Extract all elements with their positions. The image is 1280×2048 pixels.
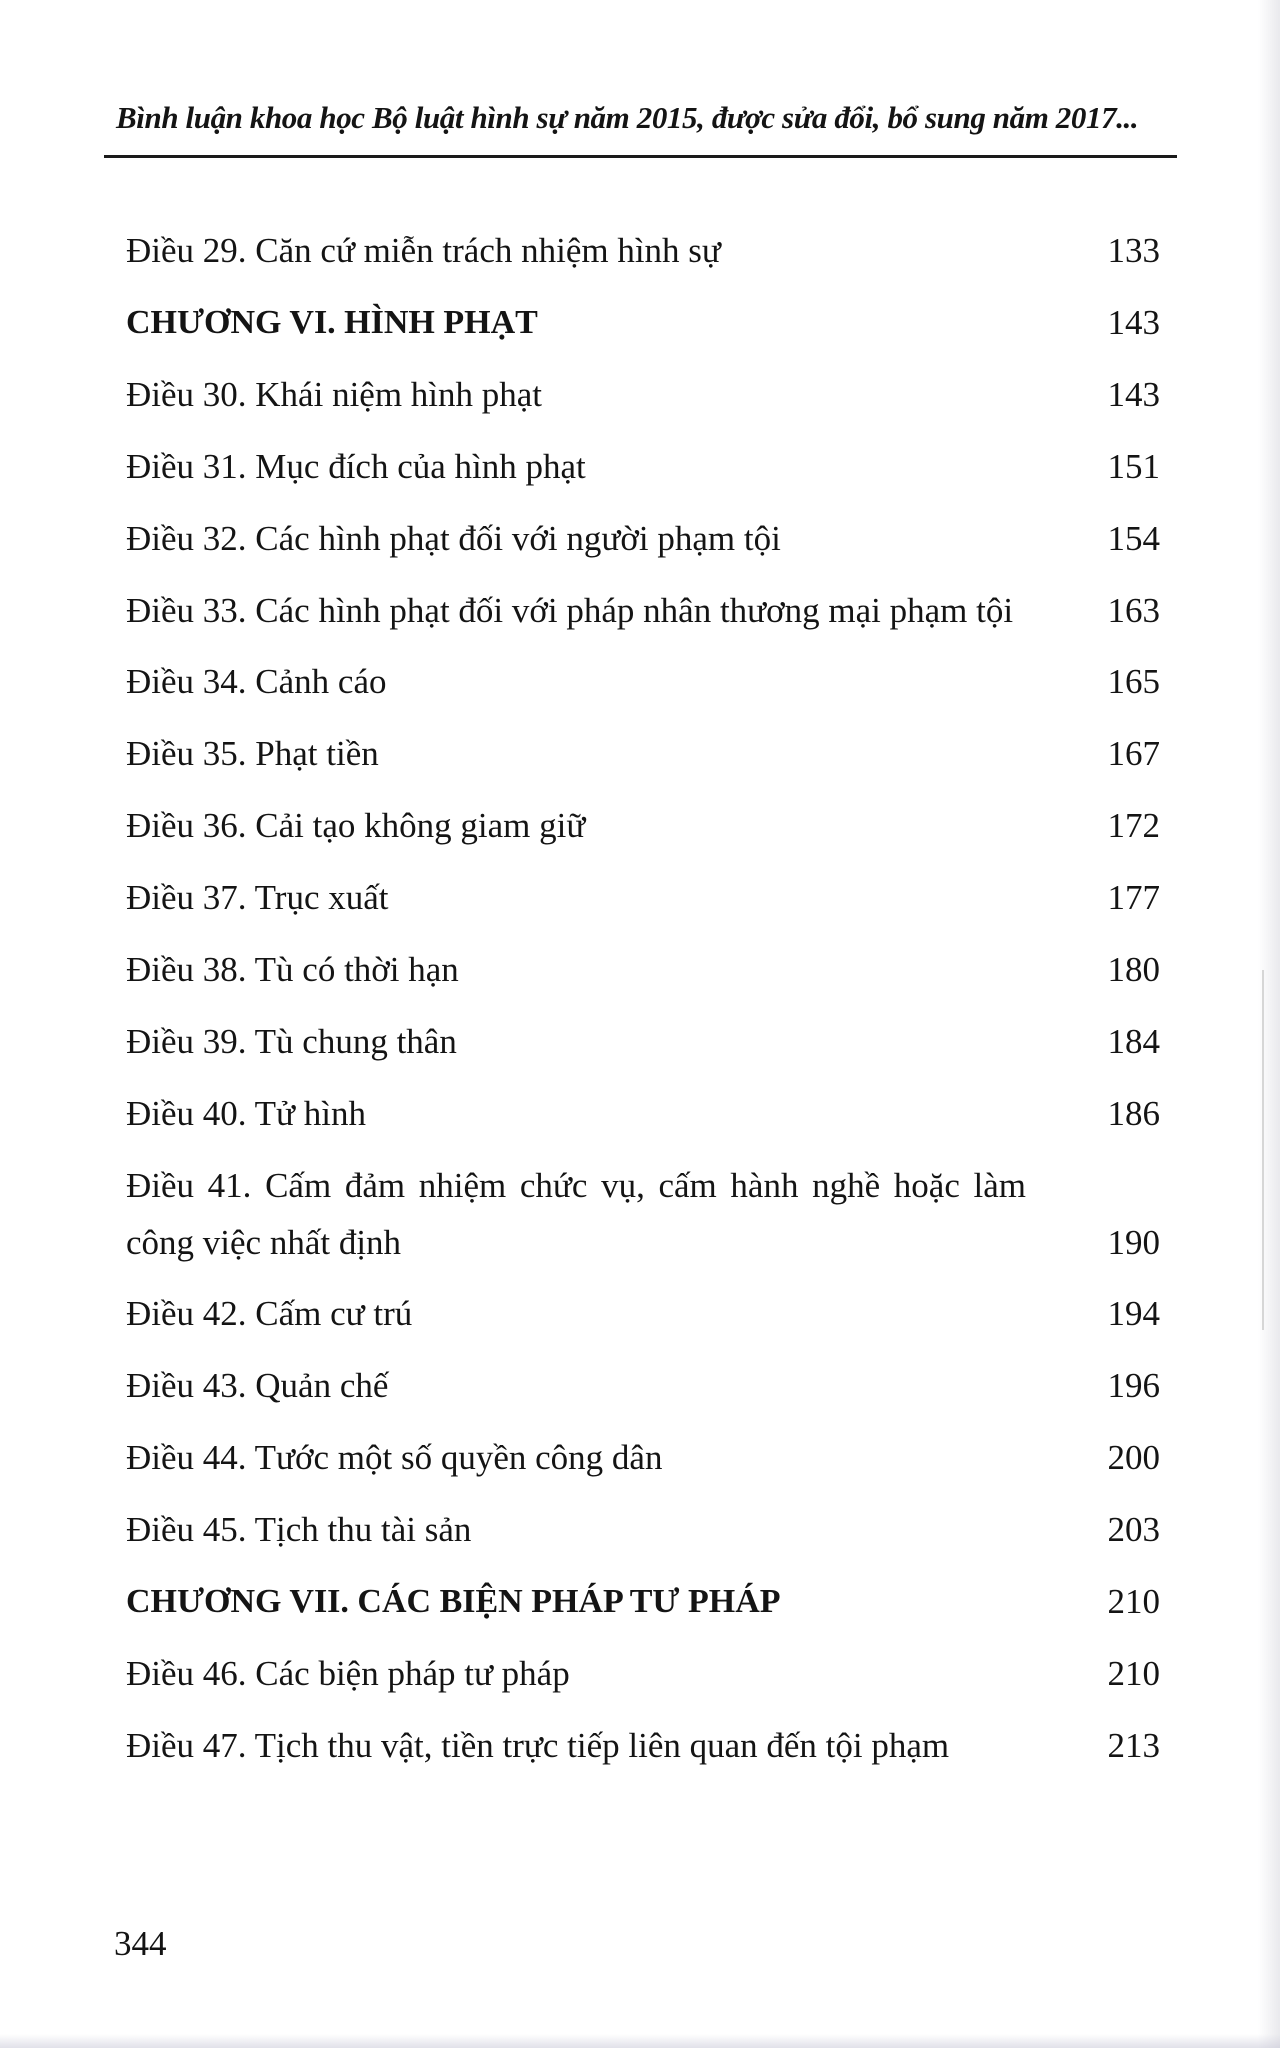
toc-entry-article-40	[126, 1085, 1160, 1142]
toc-entry-article-41	[126, 1157, 1160, 1271]
toc-entry-title: Điều 44. Tước một số quyền công dân	[126, 1438, 663, 1477]
toc-entry-page: 190	[1107, 1223, 1160, 1262]
toc-entry-page: 163	[1107, 591, 1160, 630]
toc-entry-page: 165	[1107, 662, 1160, 701]
toc-entry-page: 143	[1107, 375, 1160, 414]
toc-entry-title: Điều 40. Tử hình	[126, 1094, 366, 1133]
toc-entry-title: Điều 41. Cấm đảm nhiệm chức vụ, cấm hành nghề hoặc làm công việc nhất định	[126, 1166, 1026, 1262]
toc-entry-title: Điều 31. Mục đích của hình phạt	[126, 447, 586, 486]
toc-entry-article-33	[126, 582, 1160, 639]
toc-chapter-vii	[126, 1573, 1160, 1630]
toc-entry-page: 184	[1107, 1022, 1160, 1061]
toc-entry-page: 151	[1107, 447, 1160, 486]
toc-entry-article-29	[126, 222, 1160, 279]
toc-entry-title: Điều 36. Cải tạo không giam giữ	[126, 806, 586, 845]
toc-entry-page: 196	[1107, 1366, 1160, 1405]
page-edge-line	[1262, 970, 1264, 1330]
toc-entry-page: 172	[1107, 806, 1160, 845]
toc-entry-page: 210	[1107, 1582, 1160, 1621]
toc-entry-title: Điều 32. Các hình phạt đối với người phạm tội	[126, 519, 781, 558]
toc-entry-article-45	[126, 1501, 1160, 1558]
toc-entry-title: Điều 34. Cảnh cáo	[126, 662, 387, 701]
toc-chapter-title: CHƯƠNG VII. CÁC BIỆN PHÁP TƯ PHÁP	[126, 1583, 781, 1620]
toc-entry-title: Điều 45. Tịch thu tài sản	[126, 1510, 472, 1549]
running-head: Bình luận khoa học Bộ luật hình sự năm 2015, được sửa đổi, bổ sung năm 2017...	[116, 100, 1139, 135]
toc-entry-page: 180	[1107, 950, 1160, 989]
toc-entry-article-42	[126, 1285, 1160, 1342]
toc-chapter-title: CHƯƠNG VI. HÌNH PHẠT	[126, 304, 538, 341]
toc-entry-article-39	[126, 1013, 1160, 1070]
toc-entry-article-32	[126, 510, 1160, 567]
toc-entry-page: 177	[1107, 878, 1160, 917]
toc-entry-page: 200	[1107, 1438, 1160, 1477]
toc-entry-page: 213	[1107, 1726, 1160, 1765]
toc-entry-page: 210	[1107, 1654, 1160, 1693]
toc-entry-title: Điều 43. Quản chế	[126, 1366, 389, 1405]
toc-entry-article-35	[126, 725, 1160, 782]
toc-entry-title: Điều 39. Tù chung thân	[126, 1022, 457, 1061]
toc-entry-page: 133	[1107, 231, 1160, 270]
toc-entry-title: Điều 37. Trục xuất	[126, 878, 389, 917]
toc-entry-page: 194	[1107, 1294, 1160, 1333]
toc-entry-article-43	[126, 1357, 1160, 1414]
scan-bottom-edge	[0, 2034, 1280, 2048]
toc-entry-title: Điều 46. Các biện pháp tư pháp	[126, 1654, 570, 1693]
page-number: 344	[114, 1924, 167, 1963]
toc-entry-page: 167	[1107, 734, 1160, 773]
toc-entry-page: 154	[1107, 519, 1160, 558]
toc-entry-article-37	[126, 869, 1160, 926]
running-head-rule	[104, 155, 1177, 158]
toc-entry-title: Điều 33. Các hình phạt đối với pháp nhân thương mại phạm tội	[126, 591, 1014, 630]
toc-entry-article-38	[126, 941, 1160, 998]
toc-entry-article-44	[126, 1429, 1160, 1486]
toc-entry-article-34	[126, 653, 1160, 710]
toc-entry-article-30	[126, 366, 1160, 423]
toc-entry-article-31	[126, 438, 1160, 495]
table-of-contents	[126, 222, 1160, 1789]
toc-entry-article-47	[126, 1717, 1160, 1774]
toc-entry-page: 203	[1107, 1510, 1160, 1549]
toc-entry-page: 186	[1107, 1094, 1160, 1133]
toc-entry-title: Điều 47. Tịch thu vật, tiền trực tiếp liên quan đến tội phạm	[126, 1726, 950, 1765]
toc-entry-title: Điều 29. Căn cứ miễn trách nhiệm hình sự	[126, 231, 721, 270]
toc-entry-title: Điều 30. Khái niệm hình phạt	[126, 375, 543, 414]
toc-entry-article-36	[126, 797, 1160, 854]
toc-entry-title: Điều 38. Tù có thời hạn	[126, 950, 459, 989]
toc-chapter-vi	[126, 294, 1160, 351]
toc-entry-article-46	[126, 1645, 1160, 1702]
toc-entry-title: Điều 42. Cấm cư trú	[126, 1294, 413, 1333]
toc-entry-page: 143	[1107, 303, 1160, 342]
toc-entry-title: Điều 35. Phạt tiền	[126, 734, 379, 773]
